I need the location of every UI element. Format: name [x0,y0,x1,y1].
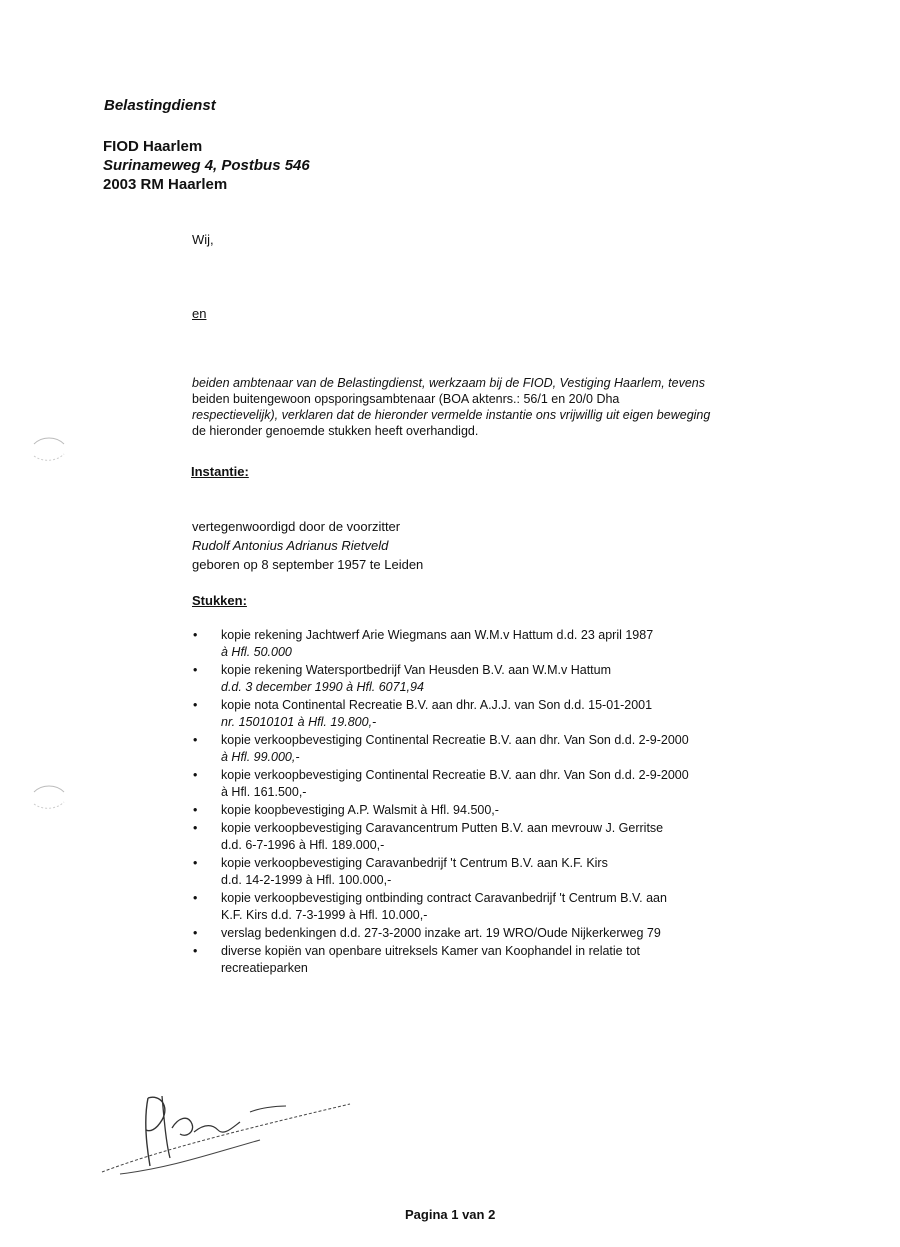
item-line: kopie verkoopbevestiging Caravancentrum Putten B.V. aan mevrouw J. Gerritse [221,821,664,835]
stukken-heading: Stukken: [192,593,247,608]
representative-name: Rudolf Antonius Adrianus Rietveld [192,538,389,553]
item-line: kopie verkoopbevestiging Continental Recreatie B.V. aan dhr. Van Son d.d. 2-9-2000 [221,768,689,782]
declaration-paragraph [192,375,812,439]
item-line: verslag bedenkingen d.d. 27-3-2000 inzake art. 19 WRO/Oude Nijkerkerweg 79 [221,926,661,940]
birth-info: geboren op 8 september 1957 te Leiden [192,557,424,572]
signature [100,1088,360,1183]
item-line: kopie rekening Watersportbedrijf Van Heusden B.V. aan W.M.v Hattum [221,663,612,677]
item-line: d.d. 3 december 1990 à Hfl. 6071,94 [221,680,424,694]
postal-city: 2003 RM Haarlem [103,176,228,193]
item-line: d.d. 6-7-1996 à Hfl. 189.000,- [221,838,385,852]
item-line: K.F. Kirs d.d. 7-3-1999 à Hfl. 10.000,- [221,908,428,922]
item-line: kopie verkoopbevestiging Continental Recreatie B.V. aan dhr. Van Son d.d. 2-9-2000 [221,733,689,747]
item-line: kopie rekening Jachtwerf Arie Wiegmans aan W.M.v Hattum d.d. 23 april 1987 [221,628,654,642]
declaration-line: beiden ambtenaar van de Belastingdienst, werkzaam bij de FIOD, Vestiging Haarlem, tevens [192,376,706,390]
item-line: kopie nota Continental Recreatie B.V. aan dhr. A.J.J. van Son d.d. 15-01-2001 [221,698,653,712]
wij-label: Wij, [192,232,214,247]
list-item [190,627,820,661]
item-line: diverse kopiën van openbare uitreksels Kamer van Koophandel in relatie tot [221,944,641,958]
unit-name: FIOD Haarlem [103,138,203,155]
list-item [190,855,820,889]
represented-by: vertegenwoordigd door de voorzitter [192,519,401,534]
sender-address-block [103,137,310,194]
list-item [190,925,820,942]
bullet-icon: • [193,768,198,782]
page-number: Pagina 1 van 2 [405,1207,496,1222]
punch-hole-mark [30,432,70,468]
bullet-icon: • [193,856,198,870]
item-line: kopie koopbevestiging A.P. Walsmit à Hfl. 94.500,- [221,803,499,817]
list-item [190,820,820,854]
declaration-line: respectievelijk), verklaren dat de hieronder vermelde instantie ons vrijwillig uit eigen beweging [192,408,711,422]
bullet-icon: • [193,944,198,958]
list-item [190,943,820,977]
item-line: recreatieparken [221,961,308,975]
bullet-icon: • [193,821,198,835]
item-line: kopie verkoopbevestiging ontbinding contract Caravanbedrijf 't Centrum B.V. aan [221,891,667,905]
bullet-icon: • [193,926,198,940]
list-item [190,802,820,819]
declaration-line: de hieronder genoemde stukken heeft overhandigd. [192,424,479,438]
bullet-icon: • [193,698,198,712]
list-item [190,697,820,731]
documents-list [190,627,820,978]
bullet-icon: • [193,803,198,817]
list-item [190,662,820,696]
bullet-icon: • [193,891,198,905]
street-address: Surinameweg 4, Postbus 546 [103,157,310,174]
item-line: kopie verkoopbevestiging Caravanbedrijf 't Centrum B.V. aan K.F. Kirs [221,856,608,870]
instantie-block [192,517,423,574]
instantie-heading: Instantie: [191,464,249,479]
organization-name: Belastingdienst [104,97,216,114]
bullet-icon: • [193,663,198,677]
item-line: d.d. 14-2-1999 à Hfl. 100.000,- [221,873,392,887]
item-line: à Hfl. 50.000 [221,645,292,659]
bullet-icon: • [193,733,198,747]
punch-hole-mark [30,780,70,816]
list-item [190,767,820,801]
list-item [190,732,820,766]
item-line: à Hfl. 161.500,- [221,785,307,799]
bullet-icon: • [193,628,198,642]
item-line: nr. 15010101 à Hfl. 19.800,- [221,715,377,729]
declaration-line: beiden buitengewoon opsporingsambtenaar (BOA aktenrs.: 56/1 en 20/0 Dha [192,392,620,406]
list-item [190,890,820,924]
en-label: en [192,306,207,321]
item-line: à Hfl. 99.000,- [221,750,300,764]
